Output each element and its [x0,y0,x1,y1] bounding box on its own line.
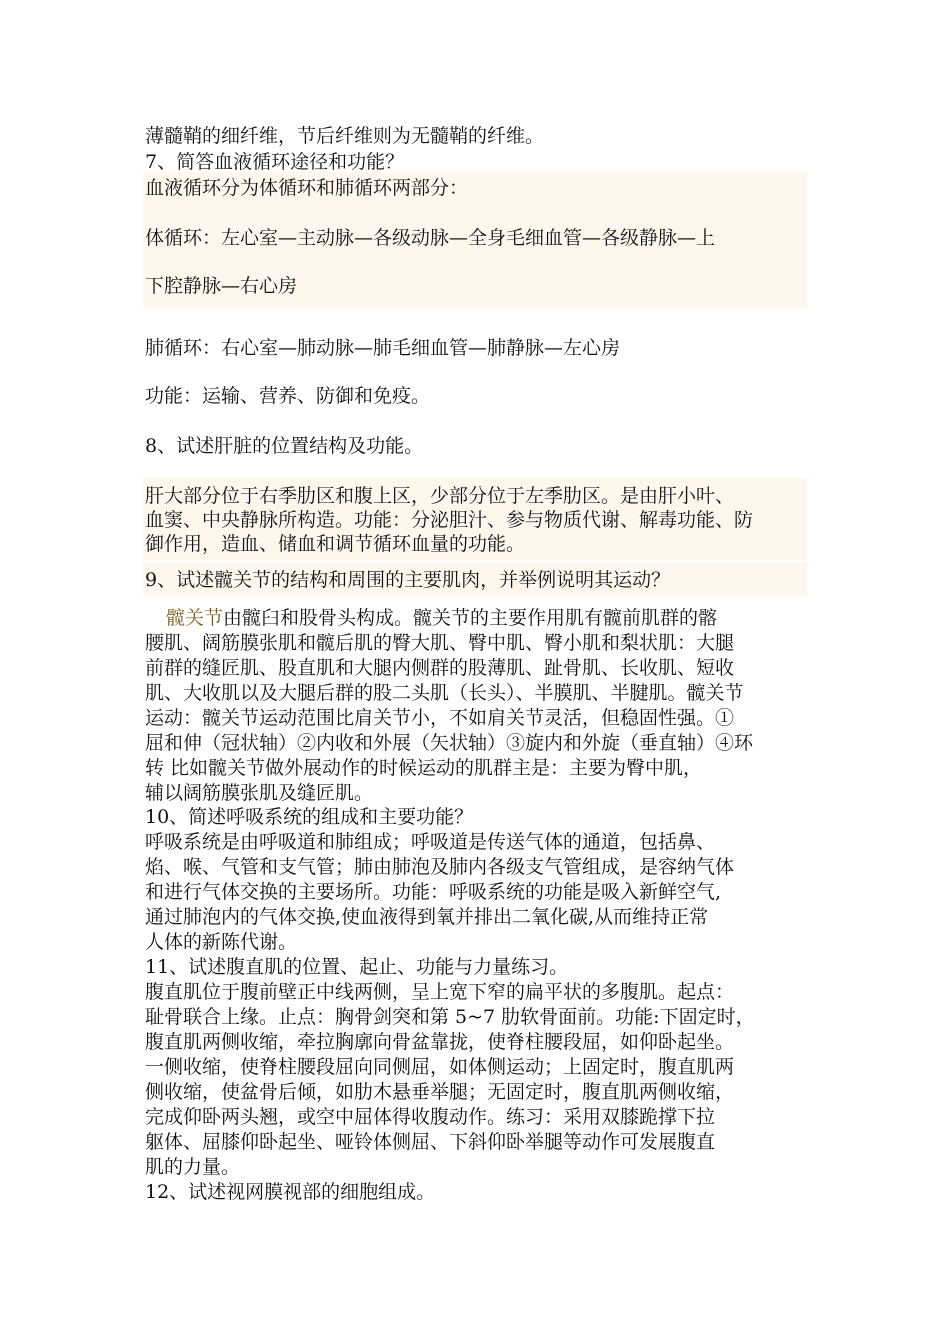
q9-line: 前群的缝匠肌、股直肌和大腿内侧群的股薄肌、趾骨肌、长收肌、短收 [145,657,735,679]
q9-line: 辅以阔筋膜张肌及缝匠肌。 [145,782,374,804]
q7-paragraph-2-line-2: 下腔静脉—右心房 [145,275,298,297]
q11-line: 腹直肌两侧收缩，牵拉胸廓向骨盆靠拢，使脊柱腰段屈，如仰卧起坐。 [145,1031,735,1053]
q11-line: 腹直肌位于腹前壁正中线两侧，呈上宽下窄的扁平状的多腹肌。起点： [145,981,735,1003]
q8-line: 血窦、中央静脉所构造。功能：分泌胆汁、参与物质代谢、解毒功能、防 [145,509,754,531]
q10-line: 人体的新陈代谢。 [145,931,298,953]
q10-line: 通过肺泡内的气体交换,使血液得到氧并排出二氧化碳,从而维持正常 [145,906,709,928]
q11-line: 侧收缩，使盆骨后倾，如肋木悬垂举腿；无固定时，腹直肌两侧收缩， [145,1081,735,1103]
q8-line: 肝大部分位于右季肋区和腹上区，少部分位于左季肋区。是由肝小叶、 [145,485,735,507]
q7-paragraph-2-line-1: 体循环：左心室—主动脉—各级动脉—全身毛细血管—各级静脉—上 [145,227,716,249]
q7-paragraph-1: 血液循环分为体循环和肺循环两部分： [145,177,469,199]
q11-line: 躯体、屈膝仰卧起坐、哑铃体侧屈、下斜仰卧举腿等动作可发展腹直 [145,1131,716,1153]
q11-question: 11、试述腹直肌的位置、起止、功能与力量练习。 [145,956,569,978]
q9-keyword: 髋关节 [166,607,224,629]
q9-first-line-rest: 由髋臼和股骨头构成。髋关节的主要作用肌有髋前肌群的髂 [223,607,718,629]
q9-line: 屈和伸（冠状轴）②内收和外展（矢状轴）③旋内和外旋（垂直轴）④环 [145,732,754,754]
q12-question: 12、试述视网膜视部的细胞组成。 [145,1181,436,1203]
q9-line: 转 比如髋关节做外展动作的时候运动的肌群主是：主要为臀中肌， [145,757,703,779]
q9-first-line [166,606,717,630]
q10-line: 焰、喉、气管和支气管；肺由肺泡及肺内各级支气管组成，是容纳气体 [145,856,735,878]
q10-line: 和进行气体交换的主要场所。功能：呼吸系统的功能是吸入新鲜空气, [145,881,722,903]
q7-paragraph-3: 肺循环：右心室—肺动脉—肺毛细血管—肺静脉—左心房 [145,337,621,359]
q9-question: 9、试述髋关节的结构和周围的主要肌肉，并举例说明其运动？ [145,569,671,591]
q11-line: 完成仰卧两头翘，或空中屈体得收腹动作。练习：采用双膝跪撑下拉 [145,1106,716,1128]
q10-line: 呼吸系统是由呼吸道和肺组成；呼吸道是传送气体的通道，包括鼻、 [145,831,716,853]
q9-line: 肌、大收肌以及大腿后群的股二头肌（长头）、半膜肌、半腱肌。髋关节 [145,682,744,704]
q10-question: 10、简述呼吸系统的组成和主要功能？ [145,806,474,828]
q7-question: 7、简答血液循环途径和功能？ [145,151,405,173]
intro-line: 薄髓鞘的细纤维，节后纤维则为无髓鞘的纤维。 [145,125,545,147]
q9-line: 运动：髋关节运动范围比肩关节小，不如肩关节灵活，但稳固性强。① [145,707,735,729]
q9-line: 腰肌、阔筋膜张肌和髋后肌的臀大肌、臀中肌、臀小肌和梨状肌：大腿 [145,632,735,654]
q7-paragraph-4: 功能：运输、营养、防御和免疫。 [145,385,431,407]
q8-question: 8、试述肝脏的位置结构及功能。 [145,435,424,457]
q11-line: 一侧收缩，使脊柱腰段屈向同侧屈，如体侧运动；上固定时，腹直肌两 [145,1056,735,1078]
q8-line: 御作用，造血、储血和调节循环血量的功能。 [145,533,526,555]
q11-line: 肌的力量。 [145,1156,241,1178]
q11-line: 耻骨联合上缘。止点：胸骨剑突和第 5~7 肋软骨面前。功能:下固定时， [145,1006,755,1028]
